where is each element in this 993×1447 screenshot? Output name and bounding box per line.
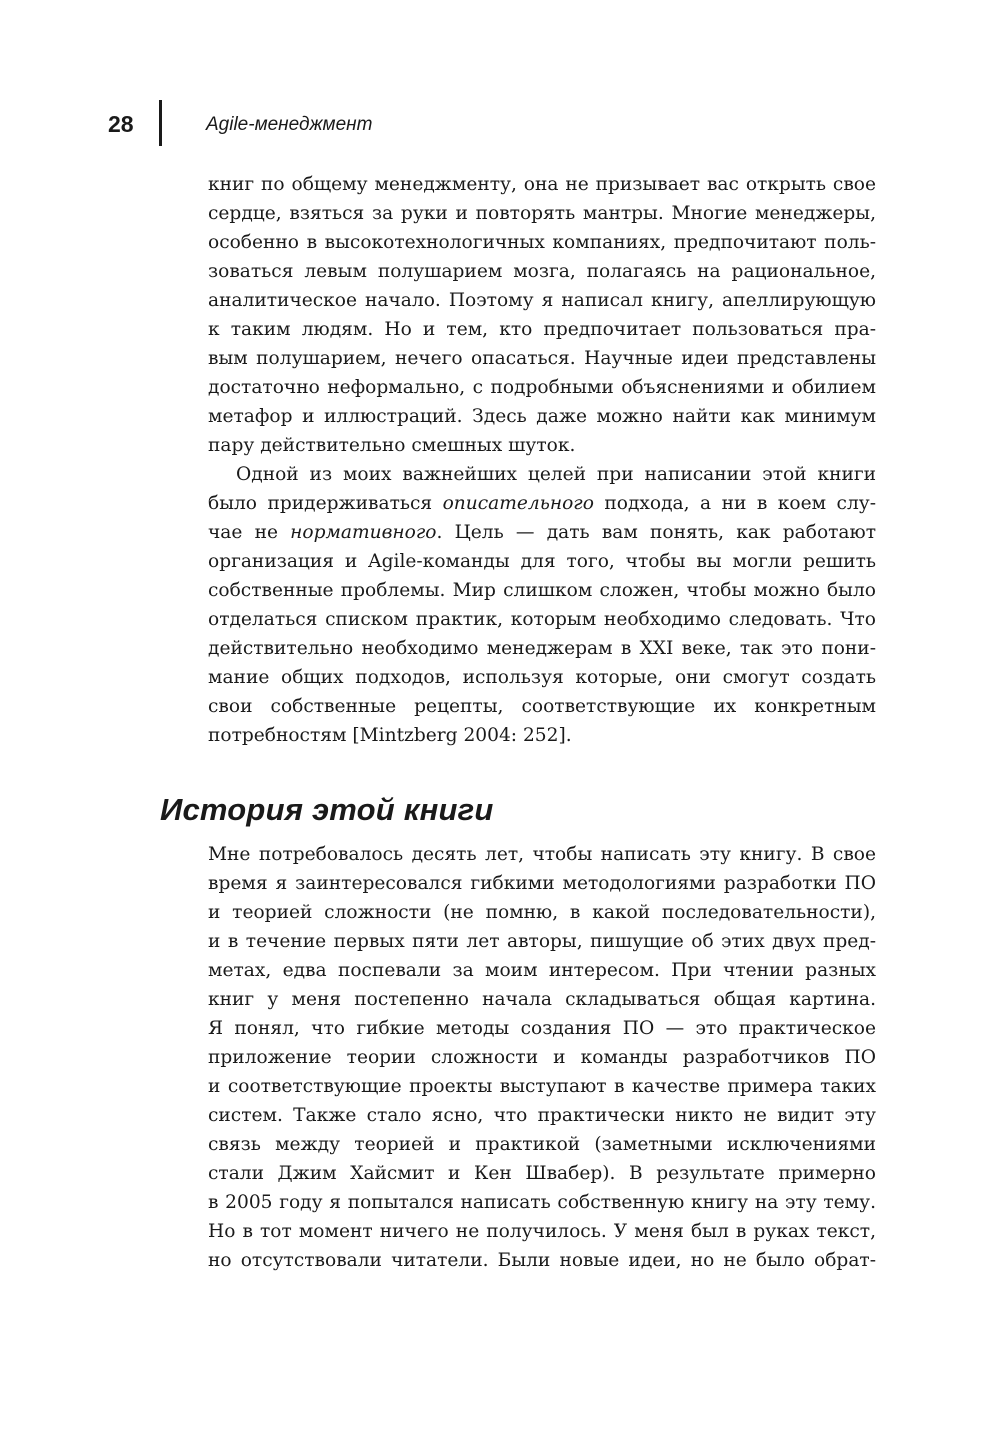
- text-line: связь между теорией и практикой (заметными исключениями: [208, 1134, 876, 1155]
- text-line: аналитическое начало. Поэтому я написал книгу, апеллирующую: [208, 290, 876, 311]
- text-run: . Цель — дать вам понять, как работают: [436, 522, 876, 543]
- text-line: книг по общему менеджменту, она не призывает вас открыть свое: [208, 174, 876, 195]
- text-line: книг у меня постепенно начала складываться общая картина.: [208, 989, 876, 1010]
- text-line: зоваться левым полушарием мозга, полагаясь на рациональное,: [208, 261, 876, 282]
- text-line: свои собственные рецепты, соответствующие их конкретным: [208, 696, 876, 717]
- text-line: [208, 518, 876, 547]
- text-line: особенно в высокотехнологичных компаниях, предпочитают поль-: [208, 232, 876, 253]
- text-run: чае не: [208, 522, 291, 543]
- text-line: Но в тот момент ничего не получилось. У меня был в руках текст,: [208, 1221, 876, 1242]
- text-line: и теорией сложности (не помню, в какой последовательности),: [208, 902, 876, 923]
- text-line: систем. Также стало ясно, что практически никто не видит эту: [208, 1105, 876, 1126]
- paragraph-continuation: [208, 170, 876, 750]
- text-line: и соответствующие проекты выступают в качестве примера таких: [208, 1076, 876, 1097]
- emphasis-text: нормативного: [290, 522, 437, 543]
- text-run: подхода, а ни в коем слу-: [593, 493, 876, 514]
- text-line: мание общих подходов, используя которые, они смогут создать: [208, 667, 876, 688]
- text-line: в 2005 году я попытался написать собственную книгу на эту тему.: [208, 1192, 876, 1213]
- page-header: [108, 100, 808, 146]
- text-line: собственные проблемы. Мир слишком сложен, чтобы можно было: [208, 580, 876, 601]
- text-line: Мне потребовалось десять лет, чтобы написать эту книгу. В свое: [208, 844, 876, 865]
- text-run: было придерживаться: [208, 493, 443, 514]
- text-line: и в течение первых пяти лет авторы, пишущие об этих двух пред-: [208, 931, 876, 952]
- text-line: вым полушарием, нечего опасаться. Научные идеи представлены: [208, 348, 876, 369]
- running-title: Agile-менеджмент: [206, 114, 373, 135]
- text-line: [208, 489, 876, 518]
- text-line: сердце, взяться за руки и повторять мантры. Многие менеджеры,: [208, 203, 876, 224]
- text-line: к таким людям. Но и тем, кто предпочитает пользоваться пра-: [208, 319, 876, 340]
- emphasis-text: описательного: [442, 493, 594, 514]
- text-line: метафор и иллюстраций. Здесь даже можно найти как минимум: [208, 406, 876, 427]
- header-divider: [159, 100, 162, 146]
- text-line: приложение теории сложности и команды разработчиков ПО: [208, 1047, 876, 1068]
- text-line: Я понял, что гибкие методы создания ПО — это практическое: [208, 1018, 876, 1039]
- text-line: Одной из моих важнейших целей при написании этой книги: [236, 464, 876, 485]
- text-line: достаточно неформально, с подробными объяснениями и обилием: [208, 377, 876, 398]
- text-line: метах, едва поспевали за моим интересом. При чтении разных: [208, 960, 876, 981]
- section-heading: История этой книги: [160, 792, 494, 827]
- text-line: отделаться списком практик, которым необходимо следовать. Что: [208, 609, 876, 630]
- text-line: организация и Agile-команды для того, чтобы вы могли решить: [208, 551, 876, 572]
- text-line: время я заинтересовался гибкими методологиями разработки ПО: [208, 873, 876, 894]
- text-line: но отсутствовали читатели. Были новые идеи, но не было обрат-: [208, 1250, 876, 1271]
- text-line: потребностям [Mintzberg 2004: 252].: [208, 725, 572, 746]
- page-number: 28: [108, 111, 134, 137]
- text-line: пару действительно смешных шуток.: [208, 435, 576, 456]
- section-paragraph: [208, 840, 876, 1275]
- text-line: стали Джим Хайсмит и Кен Швабер). В результате примерно: [208, 1163, 876, 1184]
- text-line: действительно необходимо менеджерам в XXI веке, так это пони-: [208, 638, 876, 659]
